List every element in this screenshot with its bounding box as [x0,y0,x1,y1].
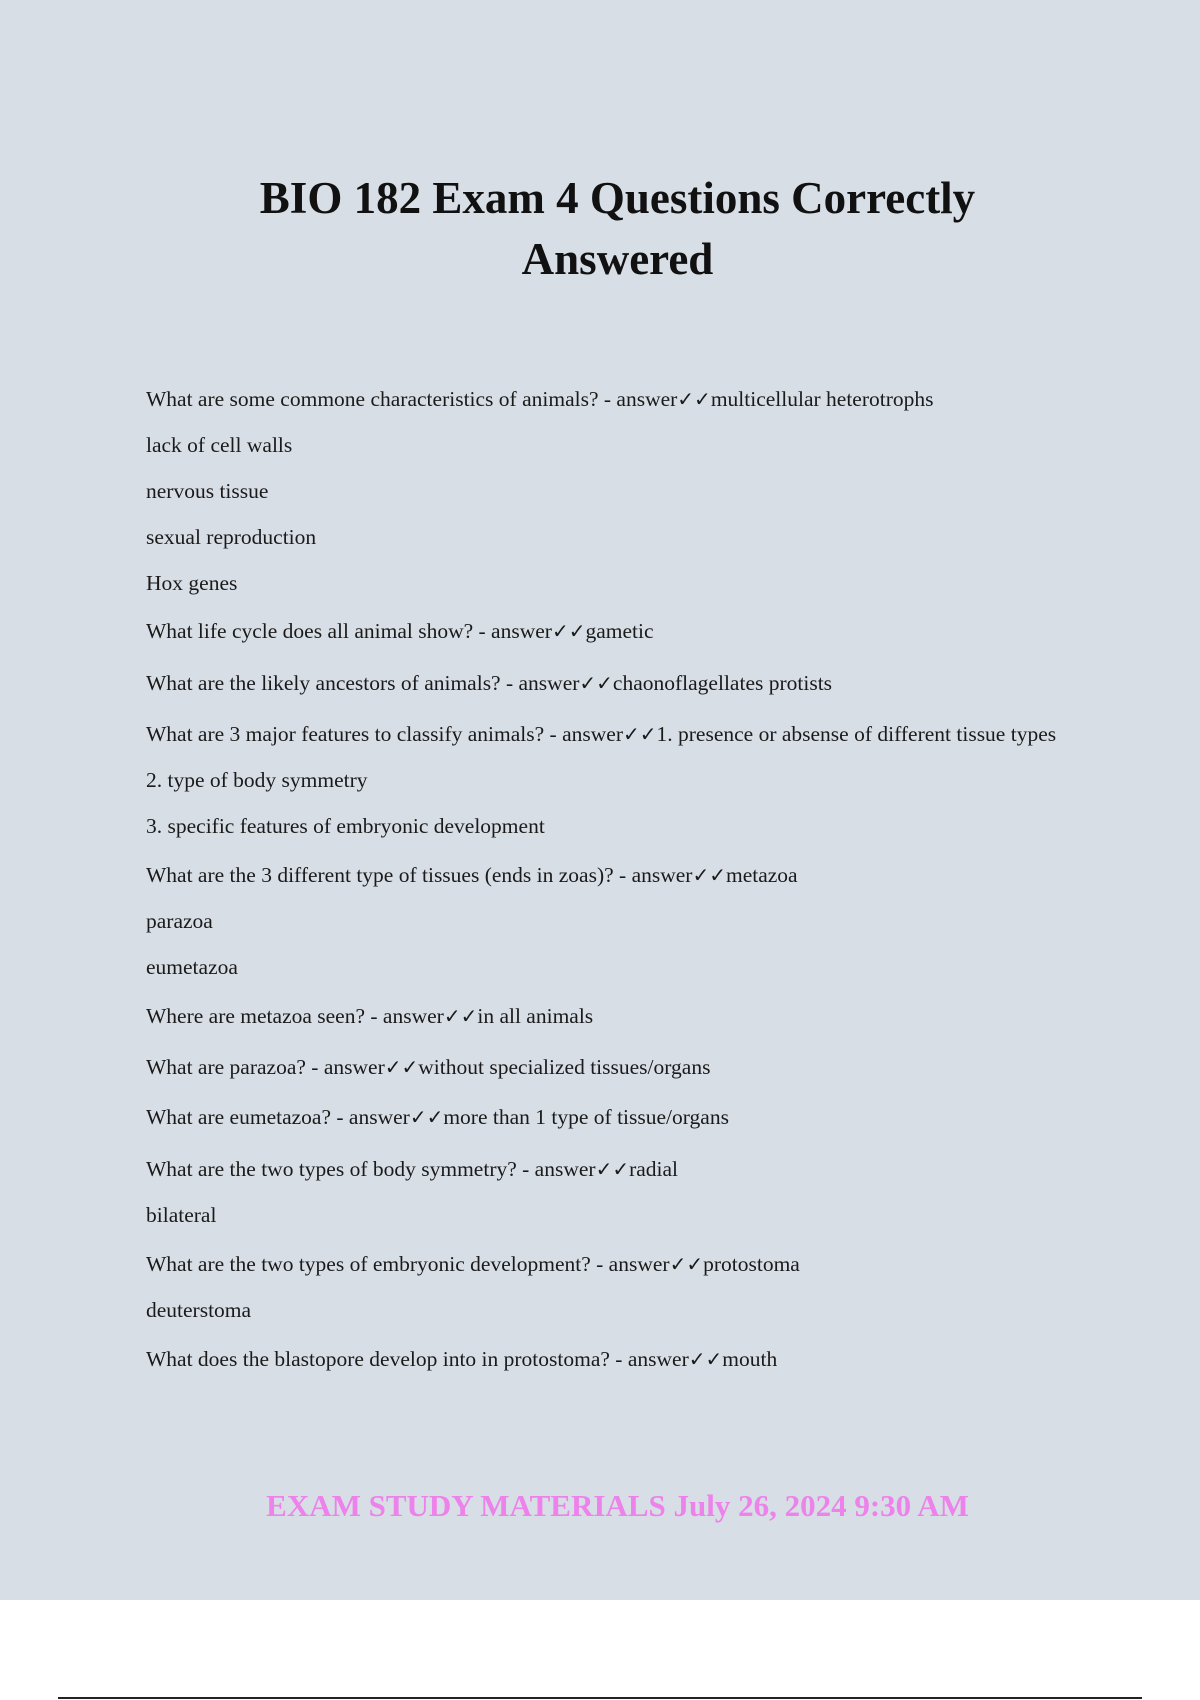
check-mark-icon: ✓✓ [579,671,613,695]
answer-text: more than 1 type of tissue/organs [443,1105,729,1129]
answer-continuation: sexual reproduction [146,525,317,549]
answer-text: multicellular heterotrophs [710,387,934,411]
answer-text: without specialized tissues/organs [418,1055,711,1079]
page-divider [58,1697,1142,1699]
qa-line [146,1052,1066,1082]
answer-text: mouth [722,1347,778,1371]
answer-text: metazoa [725,863,798,887]
answer-continuation: Hox genes [146,571,238,595]
question-text: What are some commone characteristics of animals? - answer [146,387,678,411]
check-mark-icon: ✓✓ [692,863,726,887]
check-mark-icon: ✓✓ [551,619,586,643]
document-body [146,384,1066,1374]
answer-continuation: deuterstoma [146,1298,252,1322]
check-mark-icon: ✓✓ [677,387,711,411]
answer-text: protostoma [703,1252,800,1276]
question-text: What are the two types of embryonic development? - answer [146,1252,670,1276]
qa-line [146,1249,1066,1279]
answer-text: in all animals [477,1004,594,1028]
qa-line [146,668,1066,698]
check-mark-icon: ✓✓ [595,1157,630,1181]
qa-line [146,616,1066,646]
check-mark-icon: ✓✓ [688,1347,723,1371]
qa-line [146,719,1066,749]
check-mark-icon: ✓✓ [622,722,657,746]
answer-text: radial [629,1157,679,1181]
question-text: What are eumetazoa? - answer [146,1105,410,1129]
qa-line [146,384,1066,414]
qa-line [146,1154,1066,1184]
check-mark-icon: ✓✓ [409,1105,444,1129]
answer-continuation: bilateral [146,1203,217,1227]
footer-banner: EXAM STUDY MATERIALS July 26, 2024 9:30 AM [266,1488,969,1523]
answer-text: chaonoflagellates protists [612,671,833,695]
answer-continuation: parazoa [146,909,213,933]
qa-line [146,1102,1066,1132]
question-text: What does the blastopore develop into in protostoma? - answer [146,1347,689,1371]
question-text: What are the two types of body symmetry? - answer [146,1157,596,1181]
document-title: BIO 182 Exam 4 Questions Correctly Answered [259,173,976,284]
answer-continuation: 3. specific features of embryonic development [146,814,545,838]
qa-line [146,860,1066,890]
qa-line [146,1001,1066,1031]
question-text: What are the 3 different type of tissues (ends in zoas)? - answer [146,863,693,887]
answer-continuation: lack of cell walls [146,433,293,457]
question-text: Where are metazoa seen? - answer [146,1004,444,1028]
qa-line [146,1344,1066,1374]
question-text: What are the likely ancestors of animals? - answer [146,671,580,695]
check-mark-icon: ✓✓ [669,1252,704,1276]
check-mark-icon: ✓✓ [443,1004,478,1028]
check-mark-icon: ✓✓ [384,1055,419,1079]
answer-text: gametic [585,619,654,643]
question-text: What are 3 major features to classify animals? - answer [146,722,623,746]
answer-continuation: 2. type of body symmetry [146,768,368,792]
question-text: What life cycle does all animal show? - answer [146,619,552,643]
answer-text: 1. presence or absense of different tissue types [656,722,1057,746]
question-text: What are parazoa? - answer [146,1055,385,1079]
answer-continuation: nervous tissue [146,479,269,503]
answer-continuation: eumetazoa [146,955,238,979]
